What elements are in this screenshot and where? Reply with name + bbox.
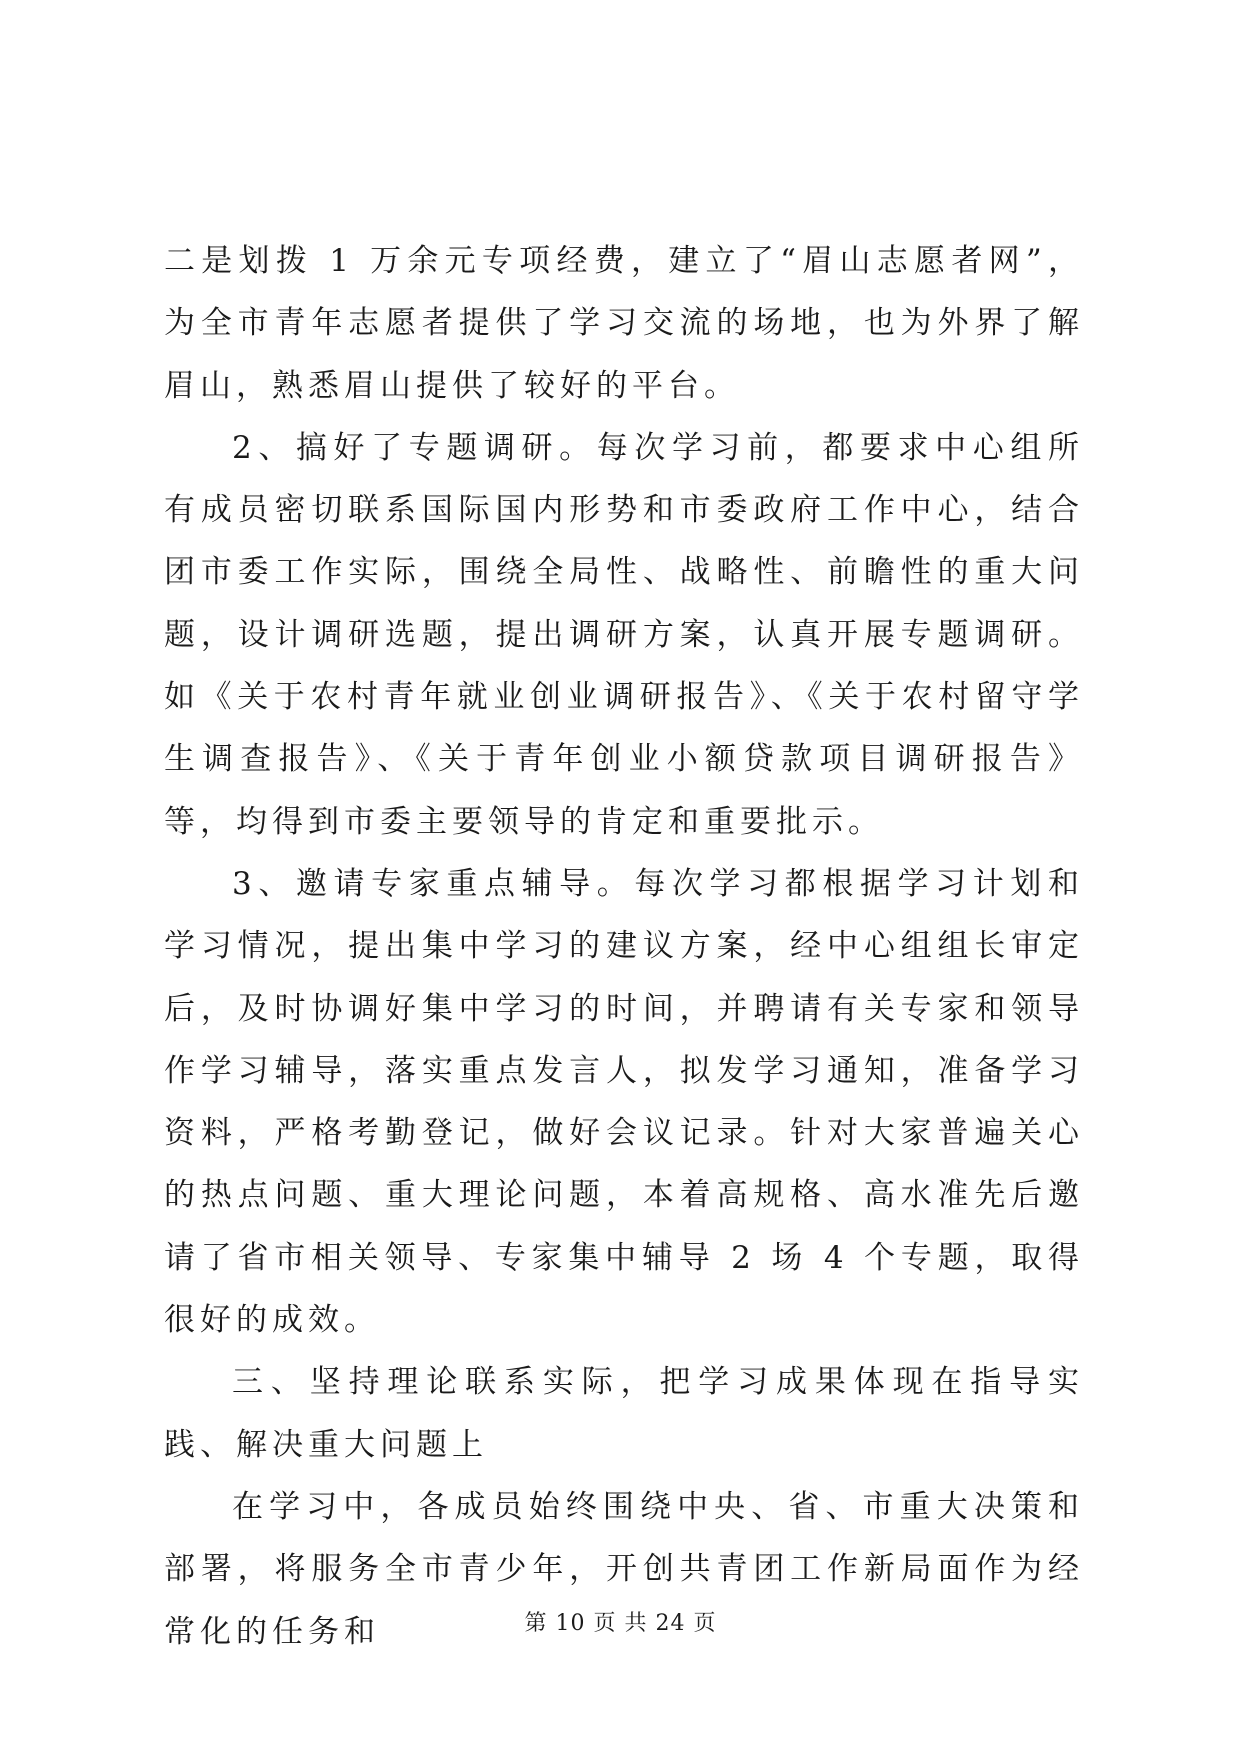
section-heading-three: 三、坚持理论联系实际，把学习成果体现在指导实践、解决重大问题上 [164, 1364, 1084, 1463]
paragraph-practice: 在学习中，各成员始终围绕中央、省、市重大决策和部署，将服务全市青少年，开创共青团工作新局面作为经常化的任务和 [164, 1488, 1084, 1650]
page-number-footer: 第 10 页 共 24 页 [524, 1611, 717, 1636]
paragraph-research: 2、搞好了专题调研。每次学习前，都要求中心组所有成员密切联系国际国内形势和市委政府工作中心，结合团市委工作实际，围绕全局性、战略性、前瞻性的重大问题，设计调研选题，提出调研方案，认真开展专题调研。如《关于农村青年就业创业调研报告》、《关于农村留守学生调查报告》、《关于青年创业小额贷款项目调研报告》等，均得到市委主要领导的肯定和重要批示。 [164, 429, 1084, 840]
paragraph-funding: 二是划拨 1 万余元专项经费，建立了“眉山志愿者网”，为全市青年志愿者提供了学习交流的场地，也为外界了解眉山，熟悉眉山提供了较好的平台。 [164, 243, 1084, 404]
paragraph-experts: 3、邀请专家重点辅导。每次学习都根据学习计划和学习情况，提出集中学习的建议方案，经中心组组长审定后，及时协调好集中学习的时间，并聘请有关专家和领导作学习辅导，落实重点发言人，拟发学习通知，准备学习资料，严格考勤登记，做好会议记录。针对大家普遍关心的热点问题、重大理论问题，本着高规格、高水准先后邀请了省市相关领导、专家集中辅导 2 场 4 个专题，取得很好的成效。 [164, 865, 1084, 1339]
document-body [164, 230, 1084, 1663]
